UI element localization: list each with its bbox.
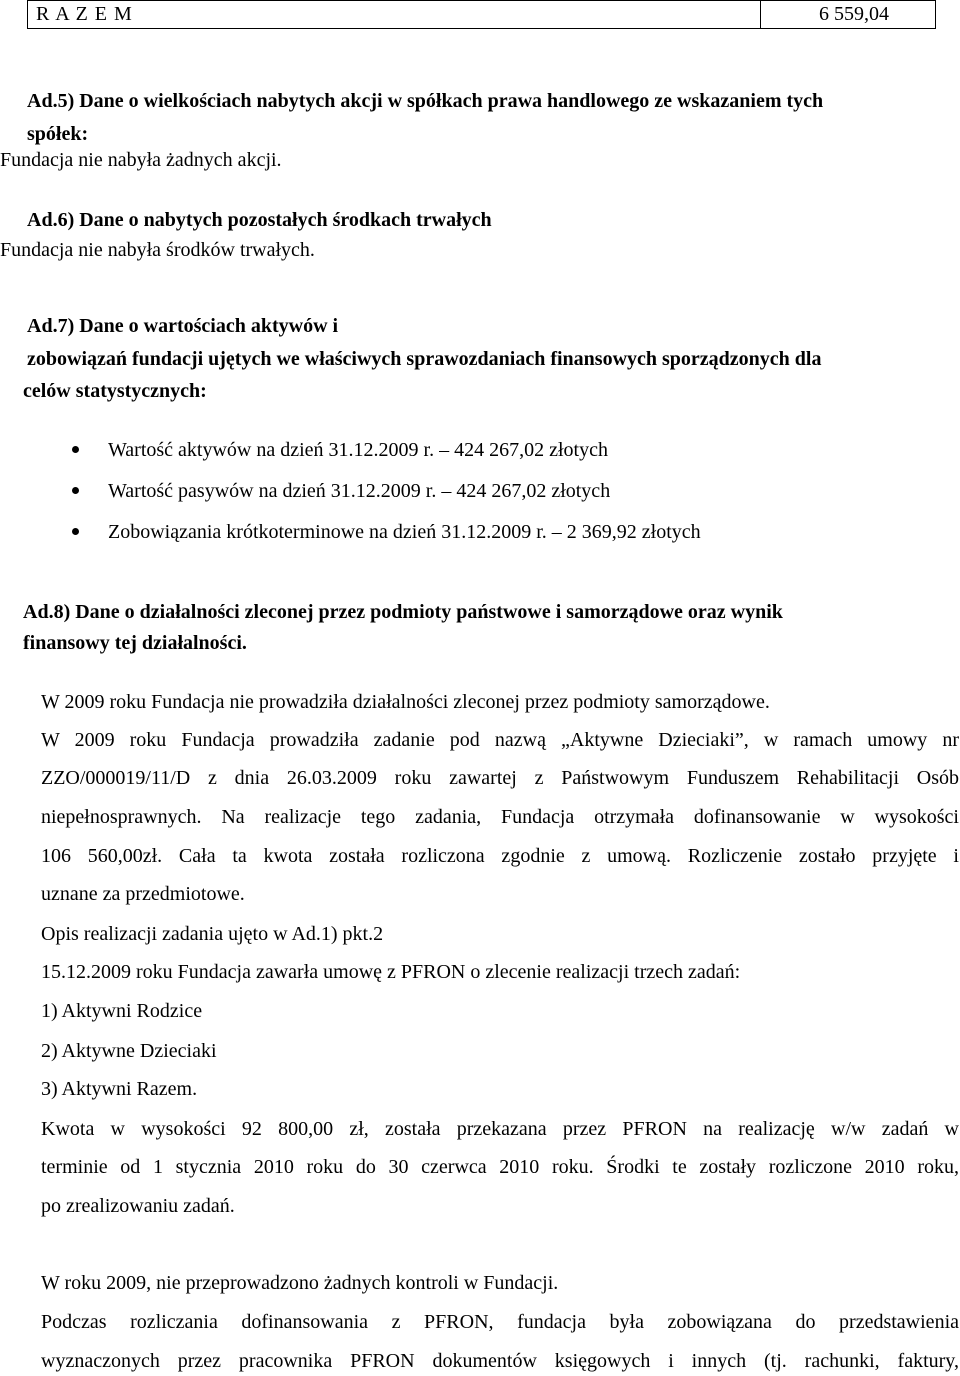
ad7-heading-line3: celów statystycznych:: [23, 380, 207, 402]
bullet-icon: [72, 528, 79, 535]
list-item: [64, 517, 701, 558]
ad8-heading-line2: finansowy tej działalności.: [23, 632, 247, 654]
ad8-paragraph-line: 15.12.2009 roku Fundacja zawarła umowę z PFRON o zlecenie realizacji trzech zadań:: [41, 961, 741, 983]
ad8-paragraph-line: niepełnosprawnych. Na realizacje tego zadania, Fundacja otrzymała dofinansowanie w wysokości: [41, 806, 959, 828]
ad8-paragraph-line: W roku 2009, nie przeprowadzono żadnych kontroli w Fundacji.: [41, 1272, 559, 1294]
summary-table: [27, 0, 936, 29]
summary-label: R A Z E M: [28, 1, 761, 29]
ad8-paragraph-line: Opis realizacji zadania ujęto w Ad.1) pkt.2: [41, 923, 384, 945]
ad6-heading: Ad.6) Dane o nabytych pozostałych środkach trwałych: [27, 209, 492, 231]
ad8-paragraph-line: Kwota w wysokości 92 800,00 zł, została przekazana przez PFRON na realizację w/w zadań w: [41, 1118, 959, 1140]
ad8-paragraph-line: W 2009 roku Fundacja nie prowadziła działalności zleconej przez podmioty samorządowe.: [41, 691, 770, 713]
summary-value: 6 559,04: [761, 1, 936, 29]
ad8-list-line: 3) Aktywni Razem.: [41, 1078, 198, 1100]
ad8-paragraph-line: 106 560,00zł. Cała ta kwota została rozliczona zgodnie z umową. Rozliczenie zostało przyjęte i: [41, 845, 959, 867]
ad8-heading-line1: Ad.8) Dane o działalności zleconej przez podmioty państwowe i samorządowe oraz wynik: [23, 601, 783, 623]
bullet-icon: [72, 487, 79, 494]
bullet-icon: [72, 446, 79, 453]
ad7-heading-line1: Ad.7) Dane o wartościach aktywów i: [27, 315, 339, 337]
ad8-paragraph-line: W 2009 roku Fundacja prowadziła zadanie pod nazwą „Aktywne Dzieciaki”, w ramach umowy nr: [41, 729, 959, 751]
ad5-heading-line2: spółek:: [27, 123, 89, 145]
ad8-paragraph-line: po zrealizowaniu zadań.: [41, 1195, 235, 1217]
ad8-list-line: 1) Aktywni Rodzice: [41, 1000, 203, 1022]
ad6-body: Fundacja nie nabyła środków trwałych.: [0, 239, 315, 261]
list-item: [64, 476, 701, 517]
ad5-heading-line1: Ad.5) Dane o wielkościach nabytych akcji w spółkach prawa handlowego ze wskazaniem tych: [27, 90, 824, 112]
list-item: [64, 435, 701, 476]
list-item-text: Wartość aktywów na dzień 31.12.2009 r. – 424 267,02 złotych: [108, 439, 608, 461]
list-item-text: Wartość pasywów na dzień 31.12.2009 r. – 424 267,02 złotych: [108, 480, 611, 502]
summary-row: [28, 1, 936, 29]
ad8-list-line: 2) Aktywne Dzieciaki: [41, 1040, 217, 1062]
ad7-heading-line2: zobowiązań fundacji ujętych we właściwych sprawozdaniach finansowych sporządzonych dla: [27, 348, 822, 370]
ad8-paragraph-line: Podczas rozliczania dofinansowania z PFRON, fundacja była zobowiązana do przedstawienia: [41, 1311, 959, 1333]
ad5-body: Fundacja nie nabyła żadnych akcji.: [0, 149, 282, 171]
ad7-value-list: [64, 435, 701, 558]
ad8-paragraph-line: ZZO/000019/11/D z dnia 26.03.2009 roku zawartej z Państwowym Funduszem Rehabilitacji Osób: [41, 767, 959, 789]
ad8-paragraph-line: terminie od 1 stycznia 2010 roku do 30 czerwca 2010 roku. Środki te zostały rozliczone 2010 roku,: [41, 1156, 959, 1178]
ad8-paragraph-line: uznane za przedmiotowe.: [41, 883, 245, 905]
list-item-text: Zobowiązania krótkoterminowe na dzień 31.12.2009 r. – 2 369,92 złotych: [108, 521, 701, 543]
ad8-paragraph-line: wyznaczonych przez pracownika PFRON dokumentów księgowych i innych (tj. rachunki, faktury,: [41, 1350, 959, 1372]
